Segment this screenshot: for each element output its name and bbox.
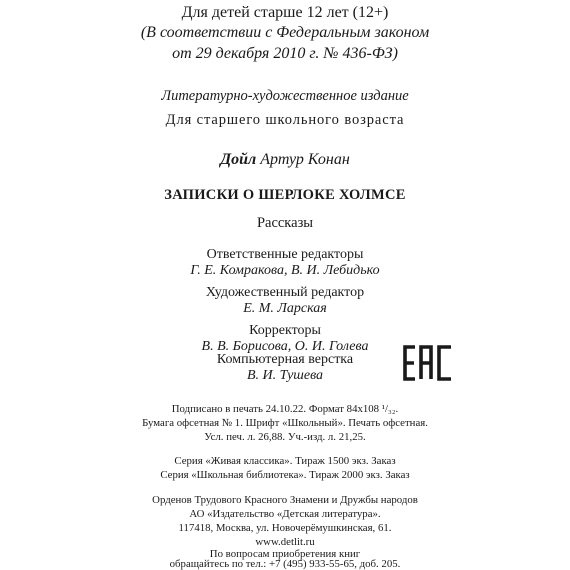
print-sheets-info: Усл. печ. л. 26,88. Уч.-изд. л. 21,25. — [204, 431, 366, 443]
credit-names: В. В. Борисова, О. И. Голева — [201, 339, 369, 354]
credit-role: Корректоры — [249, 323, 321, 338]
contact-heading: По вопросам приобретения книг — [209, 548, 361, 560]
publisher-address: 117418, Москва, ул. Новочерёмушкинская, 61. — [178, 522, 392, 534]
law-reference-line: (В соответствии с Федеральным законом — [140, 24, 430, 41]
target-audience: Для старшего школьного возраста — [165, 112, 405, 128]
credit-role: Художественный редактор — [205, 285, 365, 300]
publisher-name: АО «Издательство «Детская литература». — [189, 508, 381, 520]
series-print-run: Серия «Живая классика». Тираж 1500 экз. Заказ — [174, 455, 396, 467]
credit-names: Г. Е. Комракова, В. И. Лебидько — [190, 263, 380, 278]
contact-phone: обращайтесь по тел.: +7 (495) 933-55-65, доб. 205. — [169, 558, 401, 570]
print-signed-info: Подписано в печать 24.10.22. Формат 84x108 ¹/₃₂. — [171, 403, 399, 415]
law-reference-date: от 29 декабря 2010 г. № 436-ФЗ) — [172, 45, 398, 62]
publisher-award-line: Орденов Трудового Красного Знамени и Дружбы народов — [152, 494, 418, 506]
credit-names: Е. М. Ларская — [243, 301, 327, 316]
series-print-run: Серия «Школьная библиотека». Тираж 2000 экз. Заказ — [160, 469, 410, 481]
publisher-website: www.detlit.ru — [255, 536, 315, 548]
credit-role: Ответственные редакторы — [206, 247, 364, 262]
author-given-names: Артур Конан — [256, 151, 350, 168]
paper-font-info: Бумага офсетная № 1. Шрифт «Школьный». Печать офсетная. — [142, 417, 428, 429]
book-title: ЗАПИСКИ О ШЕРЛОКЕ ХОЛМСЕ — [164, 187, 406, 203]
author-name — [0, 151, 570, 169]
edition-type: Литературно-художественное издание — [161, 88, 409, 104]
book-subtitle: Рассказы — [256, 215, 314, 231]
credit-role: Компьютерная верстка — [216, 352, 354, 367]
author-surname: Дойл — [220, 151, 257, 168]
age-rating-line: Для детей старше 12 лет (12+) — [181, 4, 389, 21]
credit-names: В. И. Тушева — [246, 368, 324, 383]
eac-certification-mark-icon — [402, 344, 456, 382]
